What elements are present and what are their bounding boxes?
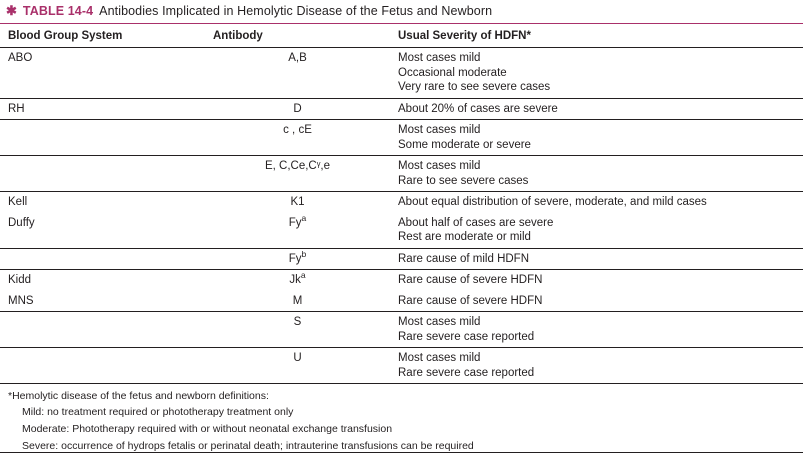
table-row: [0, 348, 803, 384]
cell-severity: [390, 192, 803, 213]
severity-line: Rare severe case reported: [398, 330, 535, 343]
table-row: [0, 192, 803, 213]
cell-severity: [390, 348, 803, 384]
cell-blood-group-system: [0, 248, 205, 270]
cell-blood-group-system: [0, 120, 205, 156]
cell-antibody: [205, 291, 390, 312]
severity-line: Most cases mild: [398, 124, 481, 136]
table-header-row: [0, 24, 803, 48]
severity-line: Rare severe case reported: [398, 366, 535, 379]
antibody-superscript: a: [301, 212, 307, 223]
cell-antibody: [205, 248, 390, 270]
severity-line: Occasional moderate: [398, 66, 507, 79]
antibody-label: E, C,Ce,Cᵞ,e: [264, 160, 331, 172]
cell-severity: [390, 98, 803, 120]
table-row: [0, 48, 803, 99]
table-row: [0, 98, 803, 120]
column-header-blood-group-system: Blood Group System: [0, 24, 205, 48]
table-footnotes: [0, 383, 803, 461]
table-number: TABLE 14-4: [22, 4, 94, 18]
cell-antibody: [205, 48, 390, 99]
cell-severity: [390, 270, 803, 291]
cell-severity: [390, 248, 803, 270]
antibody-label: M: [292, 294, 303, 307]
footnote-lead: *Hemolytic disease of the fetus and newborn definitions:: [8, 390, 269, 402]
asterisk-icon: ✱: [6, 3, 17, 18]
cell-severity: [390, 48, 803, 99]
cell-severity: [390, 213, 803, 249]
cell-severity: [390, 120, 803, 156]
column-header-severity: Usual Severity of HDFN*: [390, 24, 803, 48]
antibody-superscript: a: [300, 270, 306, 281]
footnote-item: Severe: occurrence of hydrops fetalis or perinatal death; intrauterine transfusions can be required: [22, 440, 474, 452]
severity-line: About half of cases are severe: [398, 216, 554, 229]
cell-severity: [390, 291, 803, 312]
antibody-label: K1: [290, 196, 305, 208]
cell-antibody: [205, 156, 390, 192]
severity-line: Rare cause of severe HDFN: [398, 294, 543, 307]
cell-antibody: [205, 348, 390, 384]
cell-blood-group-system: ABO: [8, 52, 33, 64]
severity-line: Some moderate or severe: [398, 138, 531, 151]
cell-blood-group-system: MNS: [8, 294, 34, 307]
footnote-item: Moderate: Phototherapy required with or without neonatal exchange transfusion: [22, 423, 393, 435]
cell-blood-group-system: Kell: [0, 192, 205, 213]
antibody-label: A,B: [288, 52, 307, 64]
severity-line: Rare to see severe cases: [398, 174, 529, 187]
cell-blood-group-system: Kidd: [0, 270, 205, 291]
cell-blood-group-system: [0, 312, 205, 348]
cell-blood-group-system: [0, 156, 205, 192]
antibody-label: D: [293, 102, 302, 115]
column-header-antibody: Antibody: [205, 24, 390, 48]
table-body: [0, 48, 803, 384]
severity-line: Most cases mild: [398, 316, 481, 328]
severity-line: Most cases mild: [398, 52, 481, 64]
cell-antibody: [205, 270, 390, 291]
severity-line: Most cases mild: [398, 352, 481, 364]
antibody-label: S: [293, 316, 302, 328]
table-row: [0, 248, 803, 270]
table-row: [0, 120, 803, 156]
cell-severity: [390, 312, 803, 348]
cell-blood-group-system: [0, 348, 205, 384]
table-row: [0, 213, 803, 249]
severity-line: Rare cause of severe HDFN: [398, 274, 543, 286]
severity-line: About 20% of cases are severe: [398, 102, 558, 115]
table-row: [0, 270, 803, 291]
table-row: [0, 156, 803, 192]
hdfn-antibody-table: [0, 24, 803, 383]
footnote-item: Mild: no treatment required or phototherapy treatment only: [22, 406, 294, 418]
cell-severity: [390, 156, 803, 192]
cell-blood-group-system: Duffy: [8, 216, 35, 229]
severity-line: Very rare to see severe cases: [398, 81, 551, 93]
severity-line: About equal distribution of severe, moderate, and mild cases: [398, 196, 707, 208]
antibody-superscript: b: [301, 248, 307, 259]
cell-blood-group-system: RH: [0, 98, 205, 120]
cell-antibody: [205, 98, 390, 120]
cell-antibody: [205, 192, 390, 213]
cell-antibody: [205, 213, 390, 249]
severity-line: Rare cause of mild HDFN: [398, 252, 530, 265]
antibody-label: c , cE: [283, 124, 312, 136]
table-row: [0, 291, 803, 312]
severity-line: Rest are moderate or mild: [398, 231, 531, 243]
severity-line: Most cases mild: [398, 160, 481, 172]
antibody-label: Jk: [289, 274, 301, 286]
table-title: [0, 0, 803, 24]
antibody-label: Fy: [288, 216, 302, 229]
cell-antibody: [205, 120, 390, 156]
table-caption: Antibodies Implicated in Hemolytic Disease of the Fetus and Newborn: [99, 4, 493, 18]
table-row: [0, 312, 803, 348]
antibody-label: Fy: [288, 252, 302, 265]
cell-antibody: [205, 312, 390, 348]
antibody-label: U: [293, 352, 302, 364]
